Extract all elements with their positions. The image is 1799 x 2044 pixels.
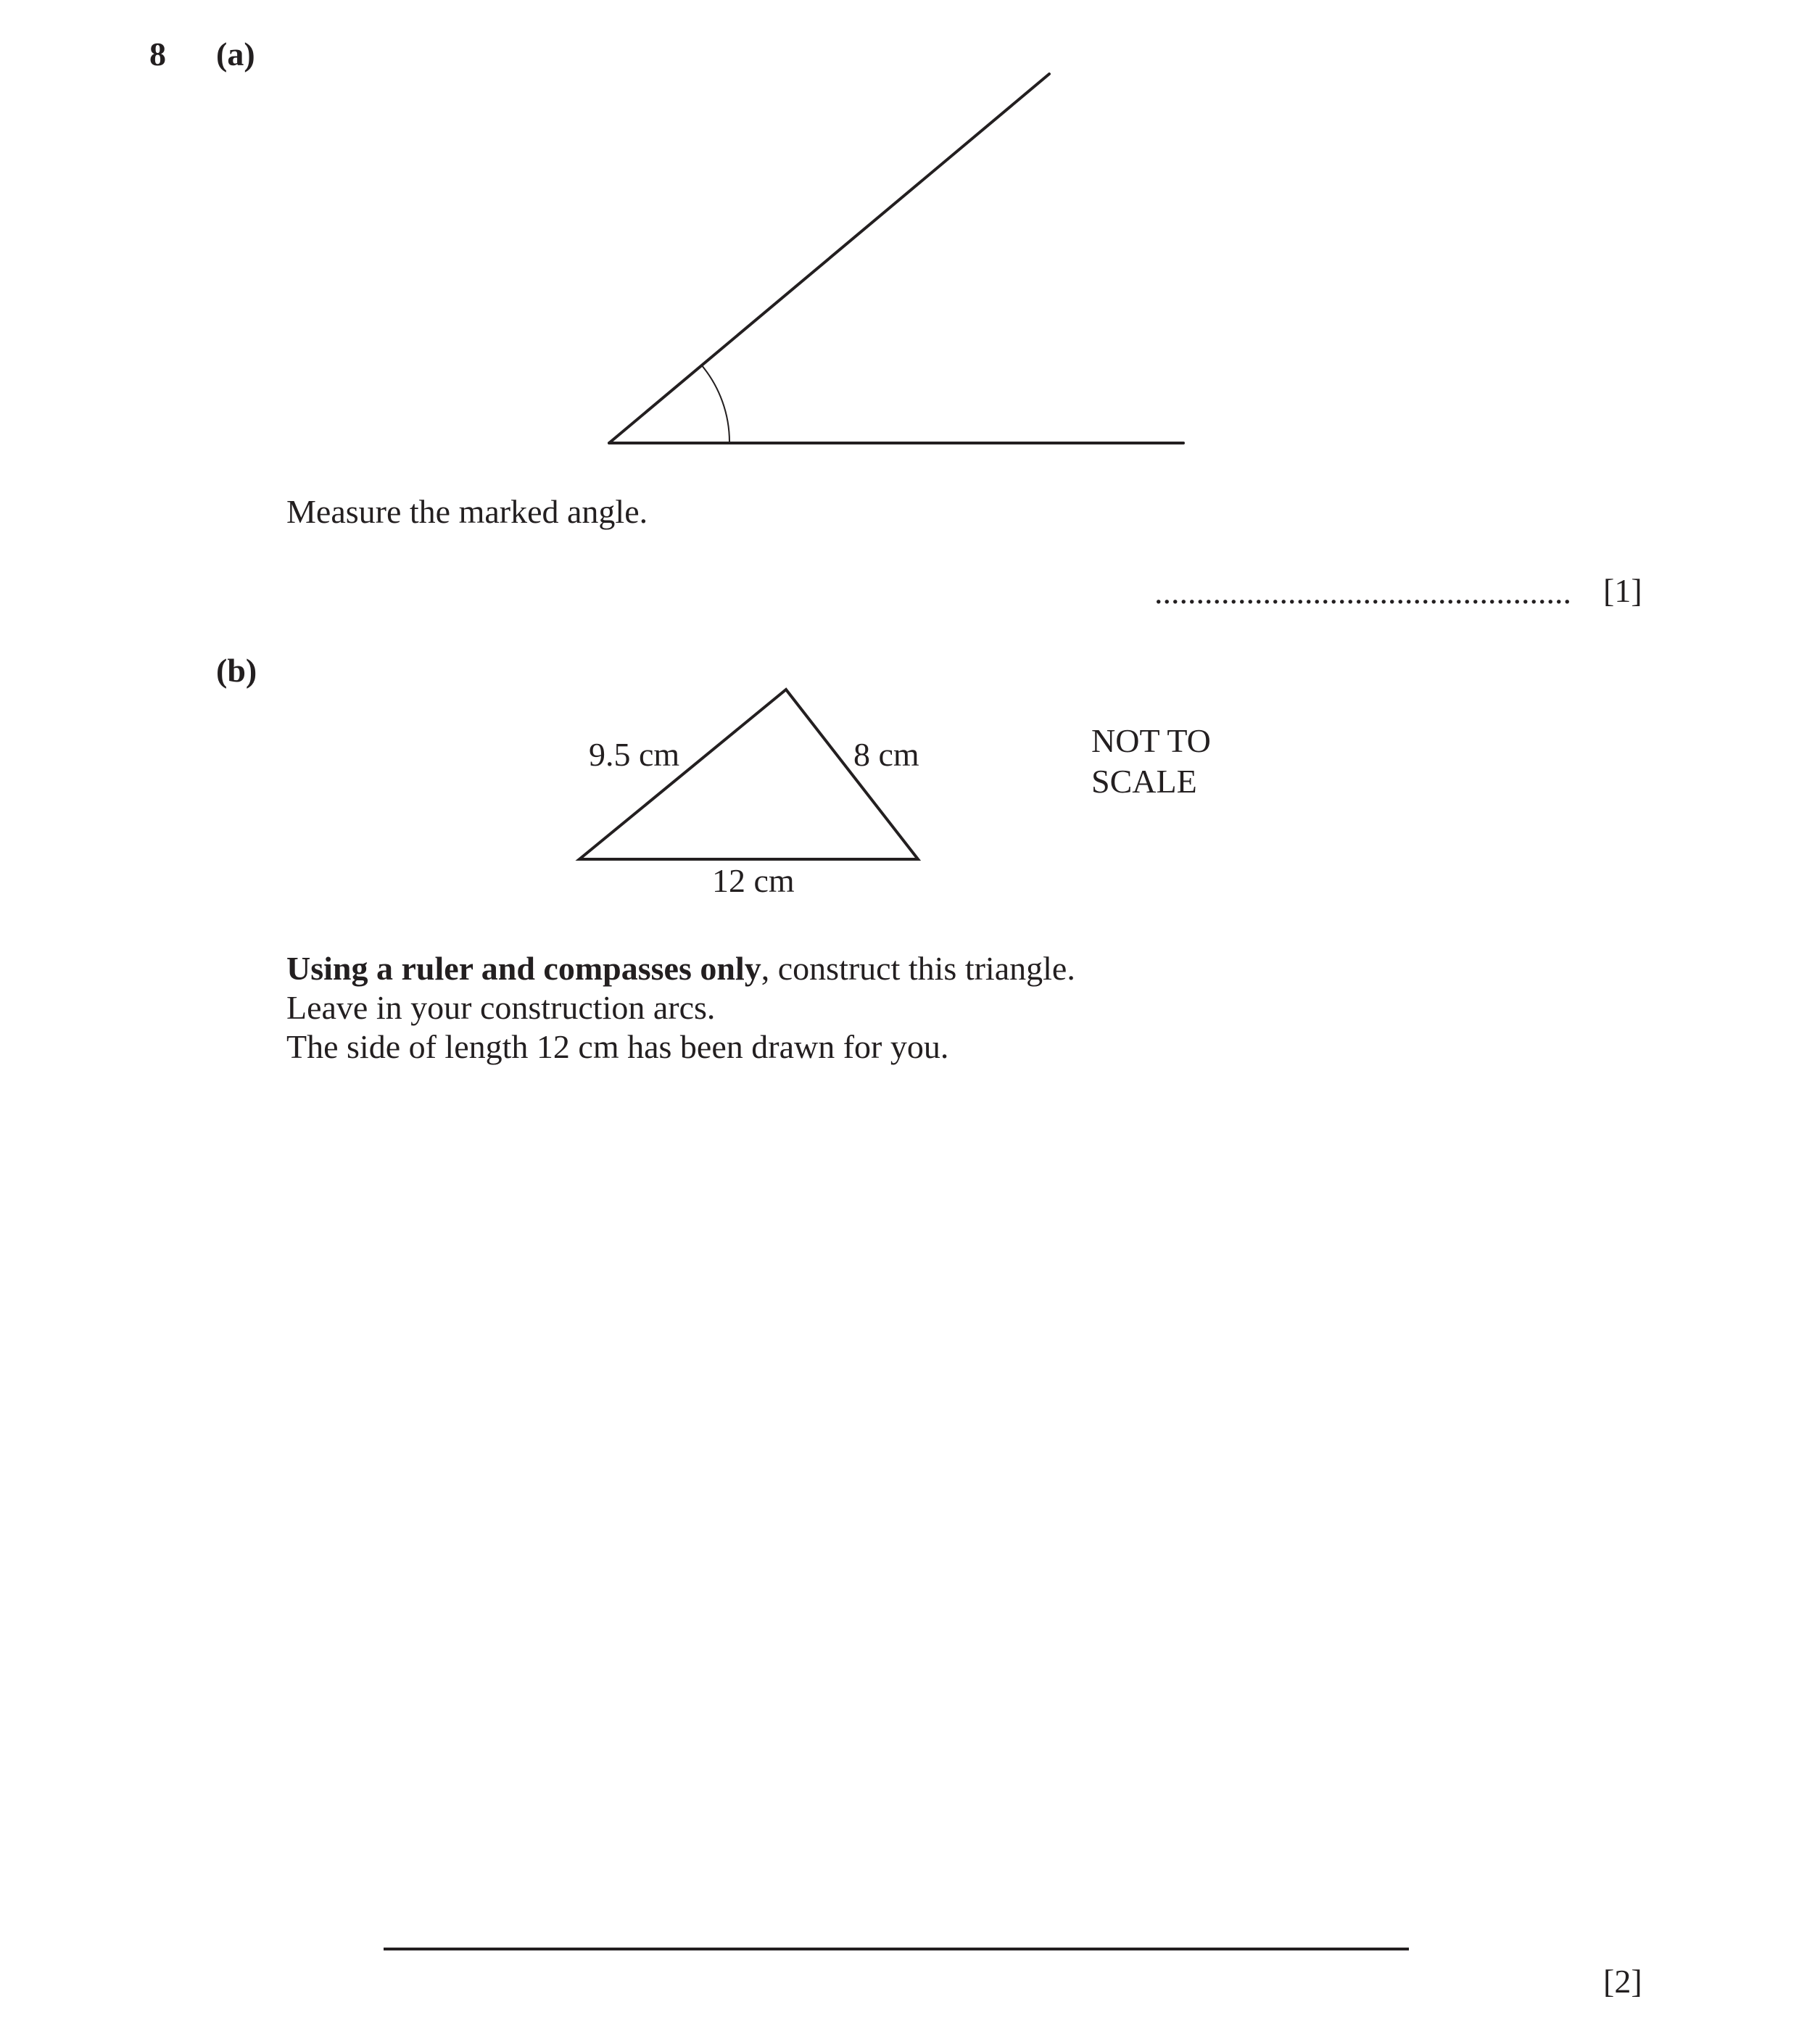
part-a-marks: [1] <box>1603 572 1642 609</box>
part-a-answer-line[interactable]: .................................................. <box>1154 574 1571 611</box>
triangle-side-base-label: 12 cm <box>712 862 795 899</box>
triangle-shape <box>579 690 918 859</box>
question-number: 8 <box>149 36 166 73</box>
triangle-figure <box>0 0 1799 943</box>
part-b-marks: [2] <box>1603 1963 1642 2000</box>
part-b-instruction-line3: The side of length 12 cm has been drawn for you. <box>286 1028 949 1065</box>
not-to-scale-line1: NOT TO <box>1091 722 1211 759</box>
part-b-instruction-rest: , construct this triangle. <box>761 950 1075 987</box>
part-a-instruction: Measure the marked angle. <box>286 493 648 530</box>
part-b-instruction-emphasis: Using a ruler and compasses only <box>286 950 761 987</box>
part-b-instruction-line1 <box>286 949 1075 988</box>
triangle-side-right-label: 8 cm <box>853 736 919 773</box>
triangle-side-left-label: 9.5 cm <box>589 736 680 773</box>
not-to-scale-line2: SCALE <box>1091 763 1197 800</box>
part-b-instruction-line2: Leave in your construction arcs. <box>286 989 716 1026</box>
part-a-label: (a) <box>216 36 255 73</box>
part-b-label: (b) <box>216 652 257 689</box>
